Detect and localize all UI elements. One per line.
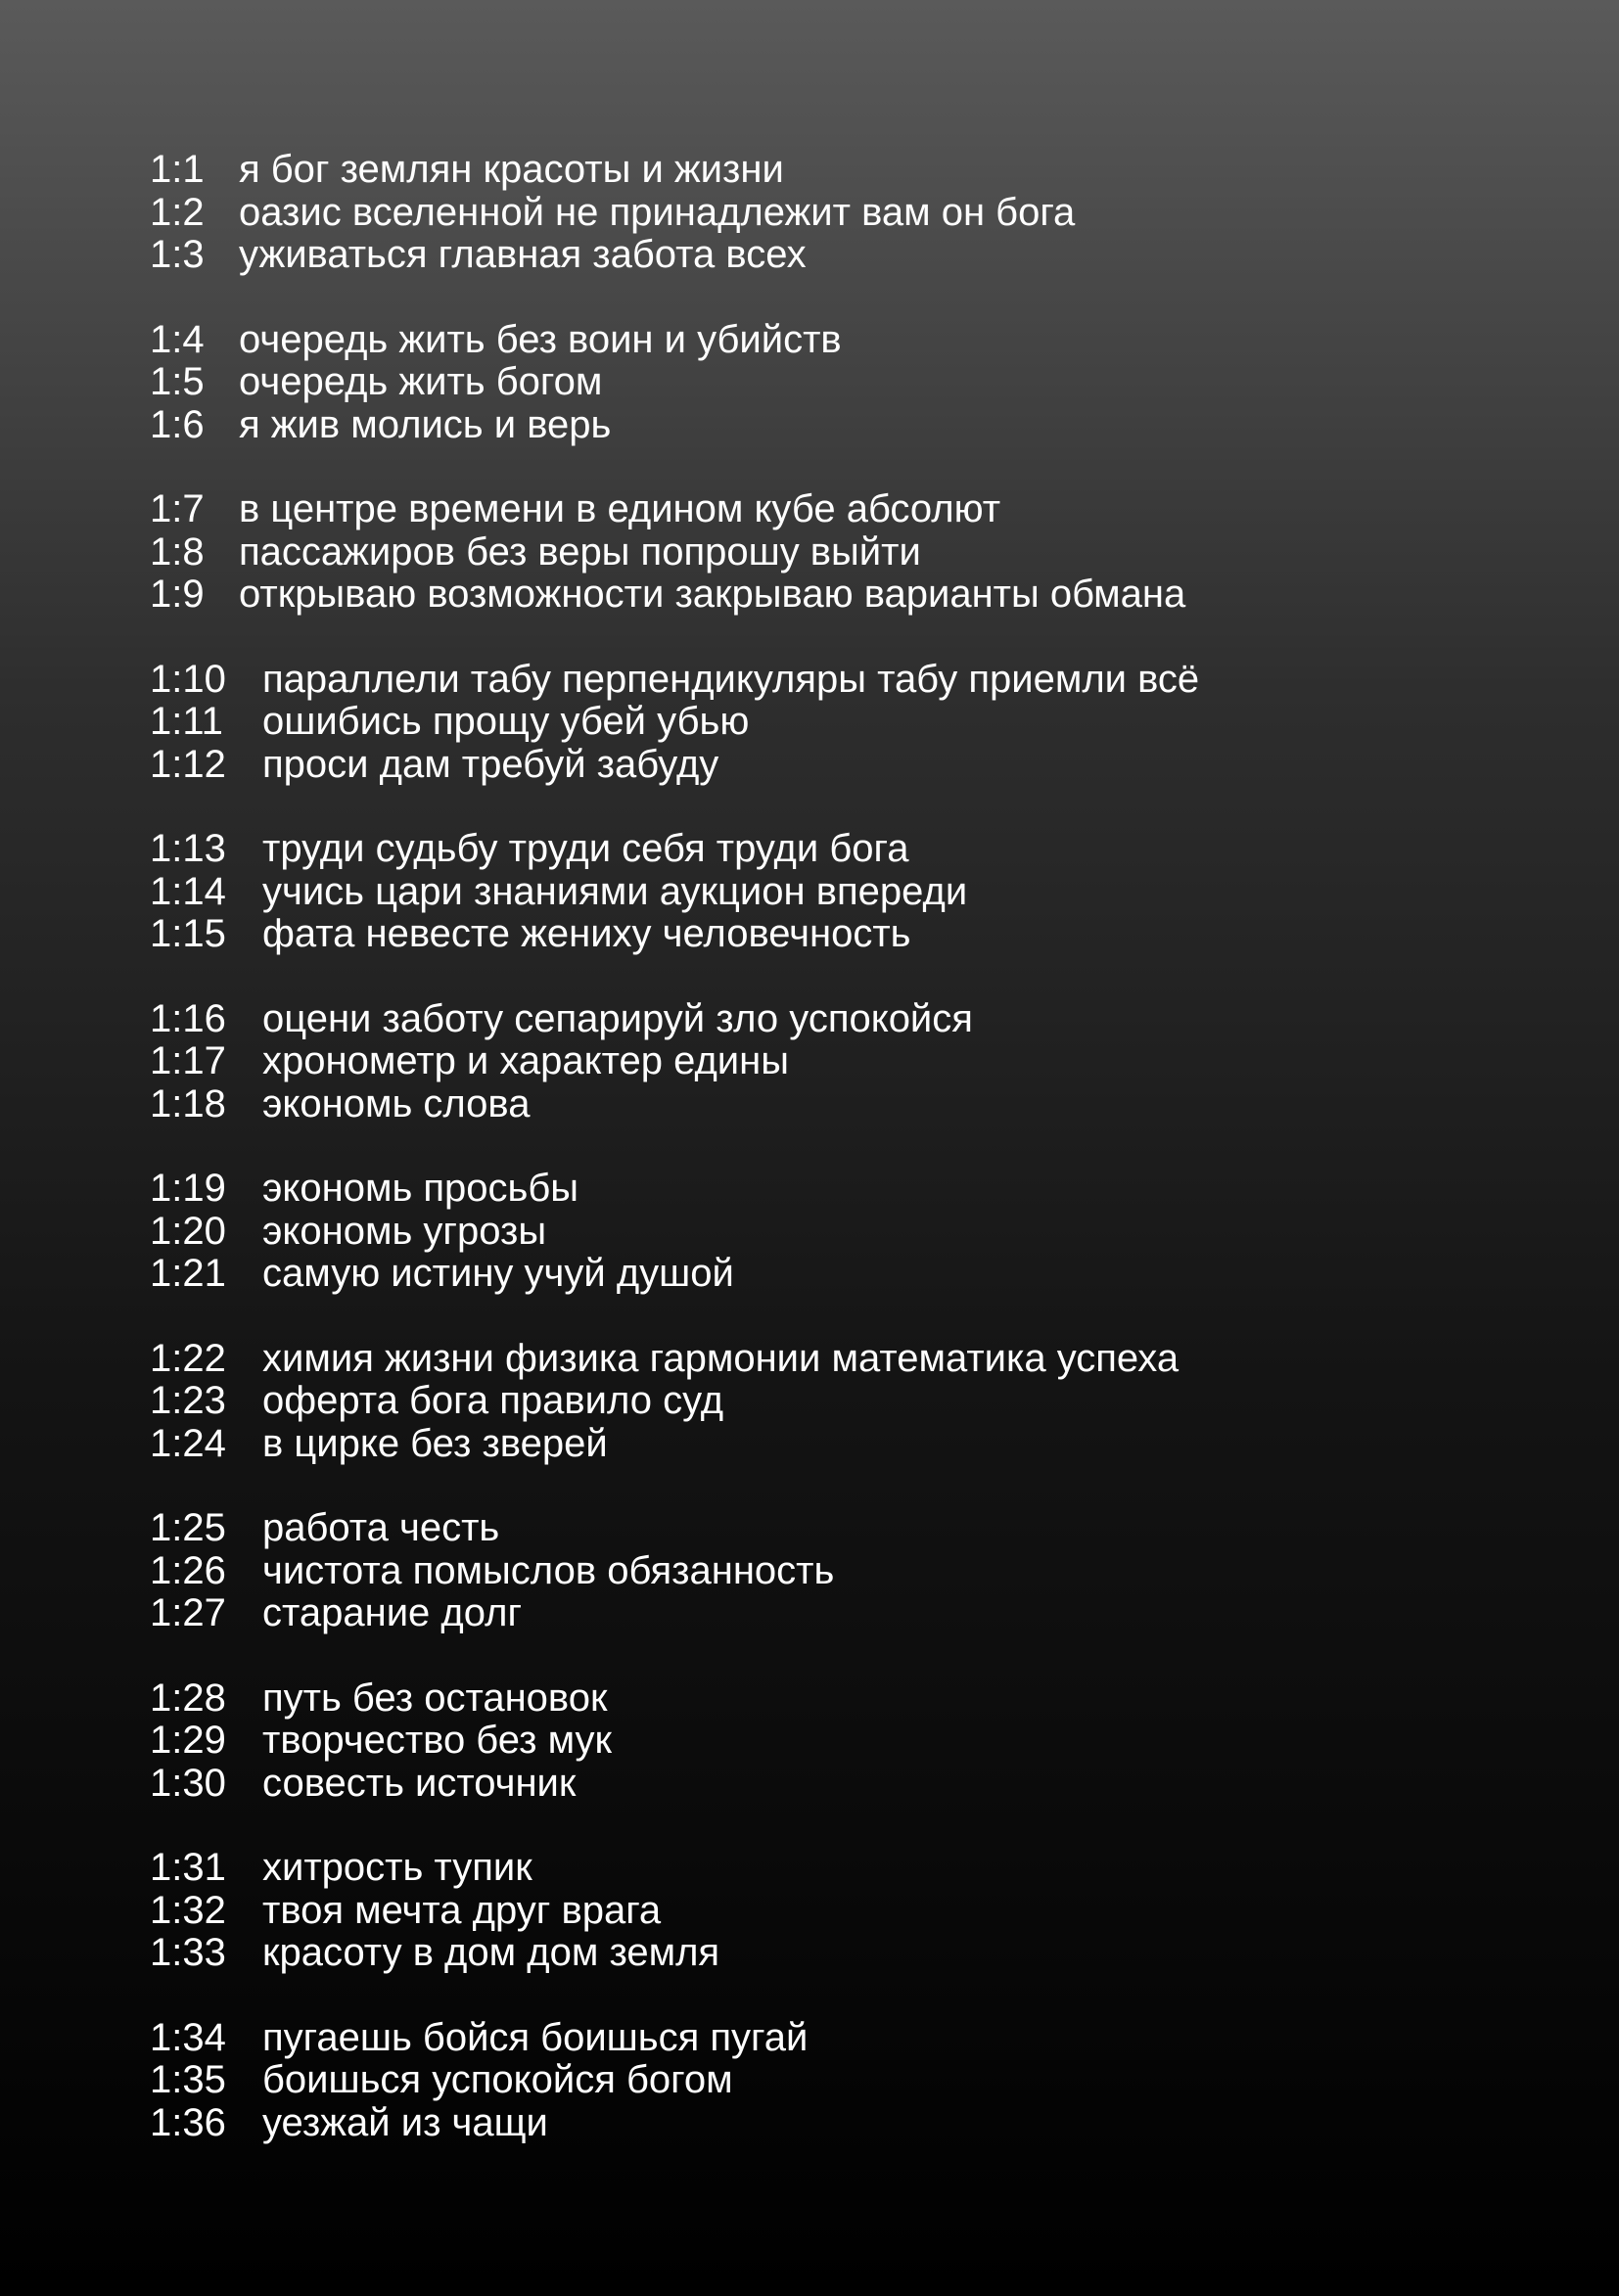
verse-line	[150, 319, 1199, 362]
verse-text: экономь слова	[262, 1081, 531, 1125]
verse-number: 1:22	[150, 1336, 226, 1380]
verse-text: красоту в дом дом земля	[262, 1931, 720, 1974]
verse-number: 1:16	[150, 996, 226, 1040]
verse-line	[150, 488, 1199, 531]
verse-number: 1:23	[150, 1379, 226, 1422]
verse-text: оцени заботу сепарируй зло успокойся	[262, 996, 973, 1040]
verse-line	[150, 2017, 1199, 2060]
verse-number: 1:18	[150, 1081, 226, 1125]
verse-text: оферта бога правило суд	[262, 1379, 724, 1422]
verse-number: 1:12	[150, 742, 226, 786]
verse-text: пассажиров без веры попрошу выйти	[239, 529, 921, 574]
verse-line	[150, 1211, 1199, 1254]
verse-line	[150, 1677, 1199, 1721]
verse-number: 1:8	[150, 529, 205, 574]
verse-number: 1:13	[150, 827, 226, 870]
verse-line	[150, 659, 1199, 702]
verse-number: 1:5	[150, 360, 205, 403]
stanza	[150, 828, 1199, 956]
stanza	[150, 1338, 1199, 1466]
verse-text: оазис вселенной не принадлежит вам он бога	[239, 190, 1076, 234]
verse-line	[150, 1592, 1199, 1635]
verse-number: 1:26	[150, 1548, 226, 1592]
verse-line	[150, 1253, 1199, 1296]
verse-text: экономь угрозы	[262, 1209, 547, 1253]
verse-text: фата невесте жениху человечность	[262, 912, 911, 955]
verse-line	[150, 192, 1199, 235]
verse-text: уезжай из чащи	[262, 2100, 548, 2144]
verse-line	[150, 1338, 1199, 1381]
verse-text: химия жизни физика гармонии математика успеха	[262, 1336, 1180, 1380]
verse-text: труди судьбу труди себя труди бога	[262, 827, 909, 870]
verse-number: 1:30	[150, 1761, 226, 1805]
verse-number: 1:33	[150, 1931, 226, 1974]
verse-line	[150, 1763, 1199, 1806]
verse-number: 1:24	[150, 1421, 226, 1465]
verse-text: в центре времени в едином кубе абсолют	[239, 487, 1001, 530]
verse-text: я бог землян красоты и жизни	[239, 148, 784, 191]
verse-line	[150, 234, 1199, 277]
verse-number: 1:21	[150, 1252, 226, 1295]
verse-text: самую истину учуй душой	[262, 1252, 734, 1295]
verse-number: 1:10	[150, 657, 226, 701]
verse-number: 1:34	[150, 2015, 226, 2059]
verse-text: экономь просьбы	[262, 1167, 579, 1210]
verse-text: параллели табу перпендикуляры табу приемли всё	[262, 657, 1200, 701]
verse-line	[150, 574, 1199, 617]
verse-line	[150, 913, 1199, 956]
verse-number: 1:11	[150, 700, 223, 743]
verse-line	[150, 1423, 1199, 1466]
stanza	[150, 1507, 1199, 1635]
verse-text: очередь жить богом	[239, 360, 603, 403]
stanza	[150, 149, 1199, 277]
stanza	[150, 1168, 1199, 1296]
verse-text: открываю возможности закрываю варианты обмана	[239, 573, 1186, 616]
verse-text: хитрость тупик	[262, 1846, 532, 1889]
stanza	[150, 998, 1199, 1126]
verse-number: 1:4	[150, 317, 205, 361]
verse-line	[150, 744, 1199, 787]
verse-text: уживаться главная забота всех	[239, 233, 807, 276]
stanza	[150, 1847, 1199, 1975]
verse-text: совесть источник	[262, 1761, 577, 1805]
verse-number: 1:28	[150, 1676, 226, 1720]
stanza	[150, 2017, 1199, 2145]
verse-text: боишься успокойся богом	[262, 2058, 733, 2101]
verse-text: в цирке без зверей	[262, 1421, 608, 1465]
verse-line	[150, 1083, 1199, 1126]
verse-text: учись цари знаниями аукцион впереди	[262, 869, 968, 913]
verse-text: творчество без мук	[262, 1719, 613, 1762]
verse-text: ошибись прощу убей убью	[262, 700, 750, 743]
verse-text: очередь жить без воин и убийств	[239, 317, 842, 361]
verse-line	[150, 149, 1199, 192]
verse-number: 1:19	[150, 1167, 226, 1210]
verse-number: 1:6	[150, 402, 205, 446]
verse-line	[150, 1550, 1199, 1593]
verse-line	[150, 1168, 1199, 1211]
verse-line	[150, 701, 1199, 744]
verse-line	[150, 1890, 1199, 1933]
verse-line	[150, 828, 1199, 871]
verse-line	[150, 1847, 1199, 1890]
verse-text: хронометр и характер едины	[262, 1039, 789, 1082]
verse-number: 1:17	[150, 1039, 226, 1082]
verse-line	[150, 1040, 1199, 1083]
verse-line	[150, 871, 1199, 914]
verse-line	[150, 404, 1199, 447]
verse-text: чистота помыслов обязанность	[262, 1548, 835, 1592]
verse-text: пугаешь бойся боишься пугай	[262, 2015, 809, 2059]
verse-line	[150, 1507, 1199, 1550]
verse-text: работа честь	[262, 1506, 500, 1549]
stanza	[150, 659, 1199, 787]
verse-number: 1:25	[150, 1506, 226, 1549]
verse-number: 1:3	[150, 233, 205, 276]
verse-line	[150, 1380, 1199, 1423]
verse-line	[150, 361, 1199, 404]
verse-line	[150, 1932, 1199, 1975]
verse-number: 1:2	[150, 190, 205, 234]
verse-number: 1:9	[150, 573, 205, 616]
verse-text: проси дам требуй забуду	[262, 742, 719, 786]
verse-text: я жив молись и верь	[239, 402, 612, 446]
verse-line	[150, 998, 1199, 1041]
verse-number: 1:29	[150, 1719, 226, 1762]
verse-number: 1:35	[150, 2058, 226, 2101]
verse-number: 1:32	[150, 1888, 226, 1932]
verse-list	[150, 149, 1199, 2186]
verse-line	[150, 2059, 1199, 2102]
verse-line	[150, 2102, 1199, 2145]
verse-number: 1:15	[150, 912, 226, 955]
verse-number: 1:1	[150, 148, 205, 191]
verse-text: путь без остановок	[262, 1676, 608, 1720]
stanza	[150, 1677, 1199, 1806]
verse-number: 1:31	[150, 1846, 226, 1889]
verse-number: 1:14	[150, 869, 226, 913]
verse-line	[150, 531, 1199, 574]
verse-number: 1:7	[150, 487, 205, 530]
stanza	[150, 488, 1199, 617]
verse-number: 1:36	[150, 2100, 226, 2144]
verse-text: твоя мечта друг врага	[262, 1888, 662, 1932]
verse-text: старание долг	[262, 1591, 523, 1634]
verse-number: 1:20	[150, 1209, 226, 1253]
verse-number: 1:27	[150, 1591, 226, 1634]
verse-line	[150, 1720, 1199, 1763]
stanza	[150, 319, 1199, 447]
